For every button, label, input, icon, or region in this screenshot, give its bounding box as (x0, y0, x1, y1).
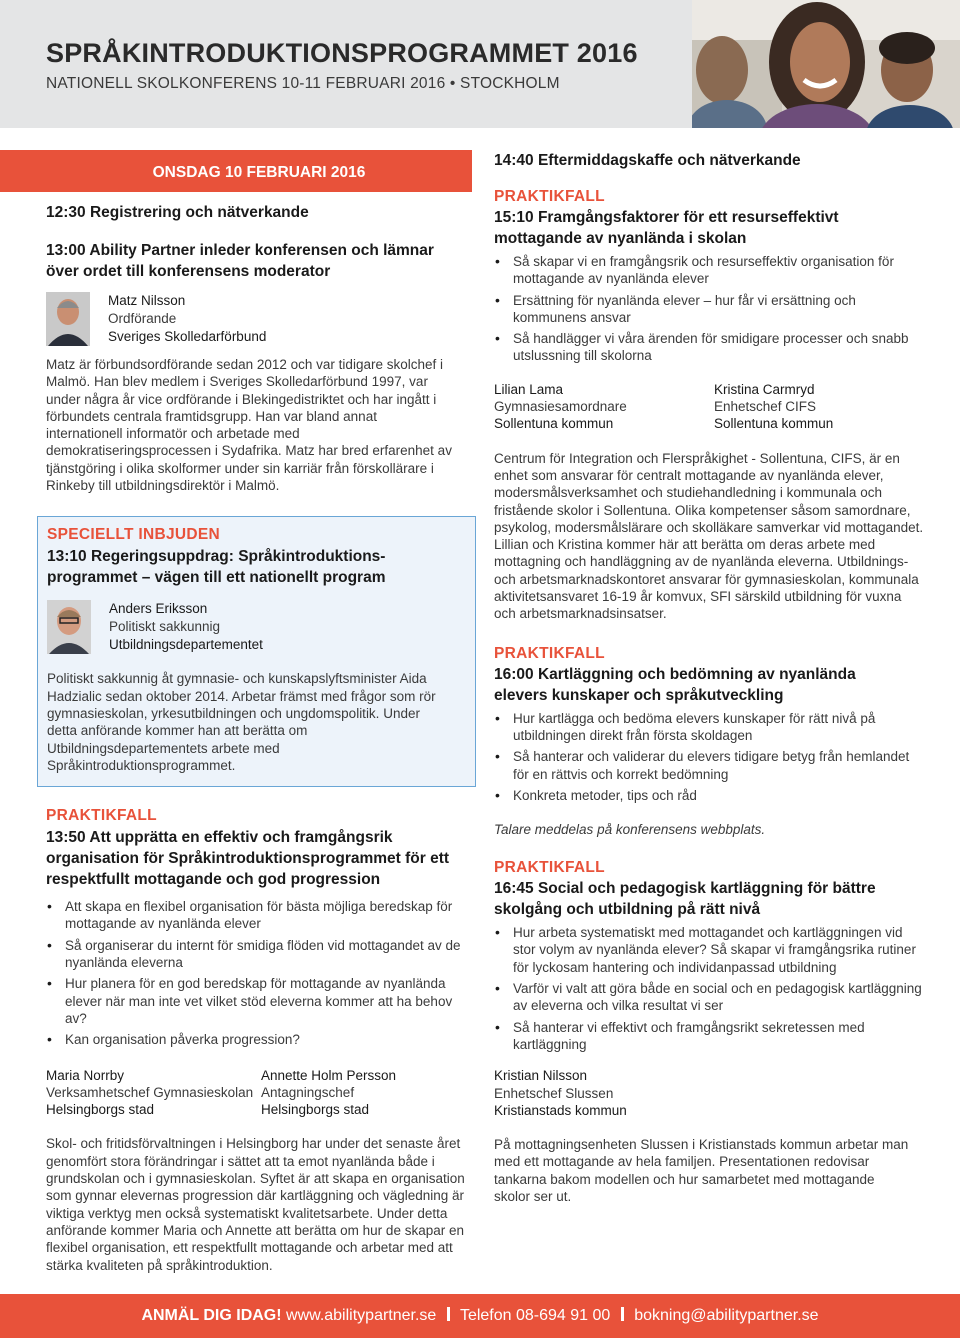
section-label: PRAKTIKFALL (494, 644, 605, 662)
list-item: • Konkreta metoder, tips och råd (494, 787, 924, 804)
speaker-org: Sollentuna kommun (714, 416, 834, 432)
agenda-slot-social-mapping: 16:45 Social och pedagogisk kartläggning för bättre skolgång och utbildning på rätt nivå (494, 880, 876, 919)
speaker-org: Utbildningsdepartementet (109, 637, 263, 653)
speaker-bio: På mottagningsenheten Slussen i Kristianstads kommun arbetar man med ett mottagande av hela familjen. Presentationen redovisar tankarna bakom modellen och hur samarbetet med mottagande skolor ser ut. (494, 1137, 909, 1204)
right-column (494, 150, 934, 1205)
agenda-slot-government: 13:10 Regeringsuppdrag: Språkintroduktions-programmet – vägen till ett nationellt program (47, 548, 386, 587)
speaker-role: Gymnasiesamordnare (494, 399, 627, 415)
speaker-bio: Skol- och fritidsförvaltningen i Helsingborg har under det senaste året genomfört stora förändringar i sättet att ta emot nyanlända både i grundskolan och i gymnasieskolan. Syftet är att skapa en organisation som gynnar elevernas progression där kartläggning och vägledning är viktiga verktyg men också systematiskt kvalitetsarbete. Under detta anförande kommer Maria och Annette att berätta om hur de skapar en flexibel organisation, ett respektfullt mottagande och arbetar med att stärka kvaliteten på språkintroduktion. (46, 1136, 465, 1273)
speaker-pair (46, 1067, 476, 1119)
list-item: • Så hanterar vi effektivt och framgångsrikt sekretessen med kartläggning (494, 1019, 924, 1054)
section-label: PRAKTIKFALL (494, 188, 605, 205)
list-item: • Ersättning för nyanlända elever – hur får vi ersättning och kommunens ansvar (494, 292, 924, 327)
speaker-org: Helsingborgs stad (261, 1102, 370, 1118)
speaker-single (494, 1067, 934, 1119)
speaker-bio: Politiskt sakkunnig åt gymnasie- och kunskapslyftsminister Aida Hadzialic sedan oktober 2014. Arbetar främst med frågor som rör gymnasieskolan, yrkesutbildningen och ungdomspolitik. Under detta anförande kommer han att berätta om Utbildningsdepartementets arbete med Språkintroduktionsprogrammet. (47, 671, 436, 773)
email-link[interactable]: bokning@abilitypartner.se (634, 1307, 819, 1324)
speaker-org: Kristianstads kommun (494, 1102, 627, 1118)
speaker-portrait (46, 292, 90, 346)
hero-photo (692, 0, 960, 128)
list-item: • Att skapa en flexibel organisation för bästa möjliga beredskap för mottagande av nyanlända elever (46, 898, 476, 933)
agenda-slot-success-factors: 15:10 Framgångsfaktorer för ett resurseffektivt mottagande av nyanlända i skolan (494, 209, 839, 247)
speaker-org: Sveriges Skolledarförbund (108, 329, 267, 344)
speaker-card (47, 600, 466, 654)
page-title: SPRÅKINTRODUKTIONSPROGRAMMET 2016 (46, 38, 638, 68)
speaker-name: Kristian Nilsson (494, 1068, 588, 1084)
agenda-slot-organisation: 13:50 Att upprätta en effektiv och framgångsrik organisation för Språkintroduktionsprogrammet för ett respektfullt mottagande och god progression (46, 829, 450, 889)
day-heading: ONSDAG 10 FEBRUARI 2016 (0, 150, 472, 192)
footer-banner (0, 1294, 960, 1338)
speaker-role: Enhetschef CIFS (714, 399, 817, 415)
speaker-role: Antagningschef (261, 1084, 355, 1100)
speaker-role: Politiskt sakkunnig (109, 619, 221, 635)
list-item: • Kan organisation påverka progression? (46, 1031, 476, 1048)
speaker-bio: Matz är förbundsordförande sedan 2012 och var tidigare skolchef i Malmö. Han blev medlem i Sveriges Skolledarförbund 1997, var under några år vice ordförande i Blekingedistriktet och har ingått i förbundets centrala framtidsgrupp. Han var bland annat internationell informatör och arbetade med demokratiseringsprocessen i Sydafrika. Matz har bred erfarenhet av tjänstgöring i olika skolformer under sin karriär från förskollärare i Rinkeby till utbildningsdirektör i Malmö. (46, 357, 452, 494)
bullet-list (494, 710, 924, 804)
special-invite-box (37, 516, 476, 787)
list-item: • Hur kartlägga och bedöma elevers kunskaper för rätt nivå på utbildningen direkt från första skoldagen (494, 710, 924, 745)
list-item: • Hur planera för en god beredskap för mottagande av nyanlända elever när man inte vet vilket stöd eleverna kommer att ha behov av? (46, 975, 476, 1027)
speaker-note: Talare meddelas på konferensens webbplats. (494, 822, 766, 838)
bullet-list (46, 898, 476, 1048)
list-item: • Så organiserar du internt för smidiga flöden vid mottagandet av de nyanlända eleverna (46, 937, 476, 972)
speaker-name: Kristina Carmryd (714, 381, 815, 397)
phone-number: Telefon 08-694 91 00 (459, 1307, 611, 1324)
speaker-name: Lilian Lama (494, 381, 564, 397)
speaker-bio: Centrum för Integration och Flerspråkighet - Sollentuna, CIFS, är en enhet som ansvarar för centralt mottagande av nyanlända elever, modersmålsverksamhet och studiehandledning i kommunala och fristående skolor i Sollentuna. Olika kompetenser såsom samordnare, psykolog, modersmålslärare och skolläkare samverkar vid mottagandet. Lillian och Kristina kommer här att berätta om deras arbete med mottagning och handläggning av de nyanlända eleverna. Utbildnings- och arbetsmarknadskontoret ansvarar för gymnasieskolan, kommunala aktivitetsansvaret 16-19 år komvux, SFI särskild utbildning för vuxna och arbetsmarknadsinsatser. (494, 450, 924, 622)
header-banner (0, 0, 960, 128)
bullet-list (494, 253, 924, 365)
separator (621, 1307, 624, 1321)
speaker-name: Maria Norrby (46, 1067, 125, 1083)
page-subtitle: NATIONELL SKOLKONFERENS 10-11 FEBRUARI 2016 • STOCKHOLM (46, 75, 560, 92)
left-column (46, 150, 476, 1274)
agenda-slot-opening: 13:00 Ability Partner inleder konferensen och lämnar över ordet till konferensens moderator (46, 242, 434, 280)
agenda-slot-coffee: 14:40 Eftermiddagskaffe och nätverkande (494, 152, 801, 169)
speaker-portrait (47, 600, 91, 654)
agenda-slot-mapping: 16:00 Kartläggning och bedömning av nyanlända elevers kunskaper och språkutveckling (494, 665, 856, 704)
speaker-org: Sollentuna kommun (494, 416, 614, 432)
list-item: • Varför vi valt att göra både en social och en pedagogisk kartläggning av eleverna och vilka resultat vi ser (494, 980, 924, 1015)
speaker-card (46, 292, 476, 346)
list-item: • Hur arbeta systematiskt med mottagandet och kartläggningen vid stor volym av nyanlända elever? Så skapar vi framgångsrika rutiner för lyckosam hantering och individanpassad utbildning (494, 924, 924, 976)
speaker-role: Ordförande (108, 311, 177, 326)
speaker-name: Anders Eriksson (109, 601, 208, 617)
register-cta[interactable]: ANMÄL DIG IDAG! (141, 1307, 282, 1324)
speaker-pair (494, 381, 934, 433)
speaker-role: Enhetschef Slussen (494, 1085, 614, 1101)
section-label: PRAKTIKFALL (494, 859, 605, 877)
speaker-name: Annette Holm Persson (261, 1067, 397, 1083)
list-item: • Så handlägger vi våra ärenden för smidigare processer och snabb utslussning till skolorna (494, 330, 924, 365)
speaker-name: Matz Nilsson (108, 293, 186, 308)
separator (447, 1307, 450, 1321)
section-label: PRAKTIKFALL (46, 807, 157, 825)
speaker-org: Helsingborgs stad (46, 1102, 155, 1118)
website-link[interactable]: www.abilitypartner.se (286, 1307, 437, 1324)
list-item: • Så hanterar och validerar du elevers tidigare betyg från hemlandet för en rättvis och korrekt bedömning (494, 748, 924, 783)
section-label: SPECIELLT INBJUDEN (47, 526, 221, 544)
agenda-slot-registration: 12:30 Registrering och nätverkande (46, 204, 309, 221)
speaker-role: Verksamhetschef Gymnasieskolan (46, 1084, 254, 1100)
list-item: • Så skapar vi en framgångsrik och resurseffektiv organisation för mottagande av nyanlända elever (494, 253, 924, 288)
bullet-list (494, 924, 924, 1053)
